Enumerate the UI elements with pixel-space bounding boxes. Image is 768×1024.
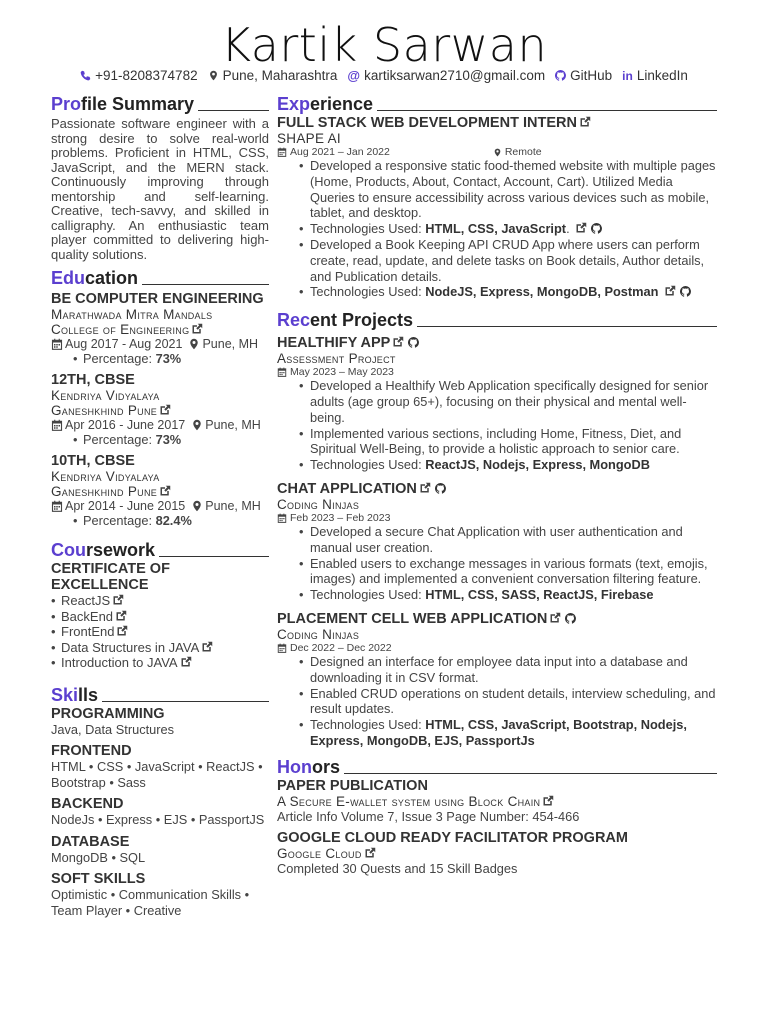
honor-org[interactable]: Google Cloud bbox=[277, 846, 717, 861]
school: Kendriya Vidyalaya bbox=[51, 469, 160, 484]
school-link[interactable]: Ganeshkhind Pune bbox=[51, 484, 269, 499]
section-heading-profile: Pro file Summary bbox=[51, 94, 269, 115]
skill-group bbox=[51, 871, 269, 918]
external-link-icon[interactable] bbox=[159, 404, 171, 416]
degree: BE COMPUTER ENGINEERING bbox=[51, 291, 264, 307]
project-item bbox=[277, 335, 717, 473]
calendar-icon bbox=[277, 367, 287, 377]
list-item: • Developed a responsive static food-themed website with multiple pages (Home, Products, About, Contact, Account, Cart). Utilized Media Queries to ensure accessibility across various devices such as mobile, tablet, and desktop. bbox=[277, 158, 717, 221]
project-meta: Dec 2022 – Dec 2022 bbox=[277, 642, 717, 654]
skill-group-values: NodeJs • Express • EJS • PassportJS bbox=[51, 812, 265, 827]
contact-linkedin[interactable] bbox=[622, 68, 688, 83]
experience-title: FULL STACK WEB DEVELOPMENT INTERN bbox=[277, 115, 717, 131]
github-icon[interactable] bbox=[680, 286, 691, 297]
skill-group-values: Optimistic • Communication Skills • Team Player • Creative bbox=[51, 887, 250, 918]
github-icon[interactable] bbox=[435, 483, 446, 494]
list-item: • Enabled CRUD operations on student details, interview scheduling, and result updates. bbox=[277, 686, 717, 718]
project-title: PLACEMENT CELL WEB APPLICATION bbox=[277, 611, 717, 627]
list-item: • Technologies Used: HTML, CSS, JavaScript. bbox=[277, 221, 717, 237]
skill-group-title: SOFT SKILLS bbox=[51, 871, 146, 887]
coursework-list bbox=[51, 593, 269, 671]
external-link-icon[interactable] bbox=[116, 625, 128, 637]
github-icon[interactable] bbox=[591, 223, 602, 234]
education-item bbox=[51, 453, 269, 528]
skill-group-values: HTML • CSS • JavaScript • ReactJS • Bootstrap • Sass bbox=[51, 759, 263, 790]
external-link-icon[interactable] bbox=[579, 116, 591, 128]
coursework-item[interactable]: • ReactJS bbox=[51, 593, 269, 609]
experience-meta bbox=[277, 146, 717, 158]
external-link-icon[interactable] bbox=[364, 847, 376, 859]
resume-name: Kartik Sarwan bbox=[220, 18, 548, 72]
map-pin-icon bbox=[191, 500, 203, 512]
email-text: kartiksarwan2710@gmail.com bbox=[364, 68, 546, 83]
section-heading-experience: Exp erience bbox=[277, 94, 717, 115]
linkedin-icon: in bbox=[622, 68, 633, 83]
experience-bullets bbox=[277, 158, 717, 300]
location-text: Pune, Maharashtra bbox=[222, 68, 338, 83]
phone-icon bbox=[80, 70, 91, 81]
contact-github[interactable] bbox=[555, 68, 612, 83]
coursework-title: CERTIFICATE OF EXCELLENCE bbox=[51, 561, 170, 593]
map-pin-icon bbox=[208, 70, 219, 81]
list-item: • Designed an interface for employee data input into a database and downloading it in CSV format. bbox=[277, 654, 717, 686]
education-list bbox=[51, 291, 269, 528]
project-org: Coding Ninjas bbox=[277, 626, 360, 642]
project-org: Coding Ninjas bbox=[277, 496, 360, 512]
github-icon bbox=[555, 70, 566, 81]
experience-org: SHAPE AI bbox=[277, 131, 341, 146]
phone-text: +91-8208374782 bbox=[95, 68, 198, 83]
list-item: • Enabled users to exchange messages in various formats (text, emojis, images) and implemented a convenient conversation filtering feature. bbox=[277, 556, 717, 588]
external-link-icon[interactable] bbox=[575, 222, 587, 234]
external-link-icon[interactable] bbox=[664, 285, 676, 297]
skill-group-title: FRONTEND bbox=[51, 743, 132, 759]
degree: 10TH, CBSE bbox=[51, 453, 135, 469]
project-title: CHAT APPLICATION bbox=[277, 481, 717, 497]
education-item bbox=[51, 291, 269, 366]
calendar-icon bbox=[51, 419, 63, 431]
list-item: • Technologies Used: NodeJS, Express, MongoDB, Postman bbox=[277, 284, 717, 300]
project-item bbox=[277, 481, 717, 603]
degree: 12TH, CBSE bbox=[51, 372, 135, 388]
school-link[interactable]: College of Engineering bbox=[51, 322, 269, 337]
education-meta: Apr 2014 - June 2015 Pune, MH bbox=[51, 499, 269, 513]
skill-group bbox=[51, 834, 269, 866]
skill-group-values: MongoDB • SQL bbox=[51, 849, 146, 865]
list-item: • Developed a secure Chat Application with user authentication and manual user creation. bbox=[277, 524, 717, 556]
contact-bar bbox=[0, 68, 768, 83]
honors-list bbox=[277, 778, 717, 877]
experience-mode: Remote bbox=[504, 146, 542, 158]
external-link-icon[interactable] bbox=[191, 323, 203, 335]
external-link-icon[interactable] bbox=[180, 656, 192, 668]
github-icon[interactable] bbox=[565, 613, 576, 624]
skill-group bbox=[51, 743, 269, 790]
external-link-icon[interactable] bbox=[159, 485, 171, 497]
school: Kendriya Vidyalaya bbox=[51, 388, 160, 403]
at-icon: @ bbox=[347, 68, 361, 83]
github-icon[interactable] bbox=[408, 337, 419, 348]
right-column bbox=[277, 94, 717, 877]
project-org: Assessment Project bbox=[277, 351, 396, 367]
list-item: • Implemented various sections, including Home, Fitness, Diet, and Spiritual Well-Being, to provide a holistic approach to senior care. bbox=[277, 426, 717, 458]
coursework-item[interactable]: • BackEnd bbox=[51, 609, 269, 625]
list-item: • Technologies Used: HTML, CSS, SASS, ReactJS, Firebase bbox=[277, 587, 717, 603]
list-item: • Technologies Used: ReactJS, Nodejs, Express, MongoDB bbox=[277, 457, 717, 473]
linkedin-link: LinkedIn bbox=[636, 68, 688, 83]
contact-phone[interactable] bbox=[80, 68, 197, 83]
contact-location bbox=[208, 68, 338, 83]
external-link-icon[interactable] bbox=[549, 612, 561, 624]
external-link-icon[interactable] bbox=[419, 482, 431, 494]
coursework-item[interactable]: • Introduction to JAVA bbox=[51, 655, 269, 671]
contact-email[interactable] bbox=[347, 68, 545, 83]
honor-title: PAPER PUBLICATION bbox=[277, 777, 428, 794]
percentage: • Percentage: 82.4% bbox=[51, 513, 269, 528]
honor-org[interactable]: A Secure E-wallet system using Block Chain bbox=[277, 794, 717, 809]
percentage: • Percentage: 73% bbox=[51, 351, 269, 366]
school: Marathwada Mitra Mandals bbox=[51, 307, 213, 322]
map-pin-icon bbox=[493, 148, 502, 157]
section-heading-coursework: Cou rsework bbox=[51, 540, 269, 561]
honor-detail: Article Info Volume 7, Issue 3 Page Number: 454-466 bbox=[277, 808, 580, 824]
project-meta: May 2023 – May 2023 bbox=[277, 366, 717, 378]
map-pin-icon bbox=[188, 338, 200, 350]
calendar-icon bbox=[277, 147, 287, 157]
list-item: • Developed a Healthify Web Application specifically designed for senior adults (age group 65+), focusing on their physical and mental well-being. bbox=[277, 378, 717, 425]
list-item: • Developed a Book Keeping API CRUD App where users can perform create, read, update, and delete tasks on Book details, Author details, and Publication details. bbox=[277, 237, 717, 284]
section-heading-skills: Ski lls bbox=[51, 685, 269, 706]
coursework-item[interactable]: • FrontEnd bbox=[51, 624, 269, 640]
honor-item bbox=[277, 830, 717, 877]
skill-group-title: PROGRAMMING bbox=[51, 705, 165, 722]
list-item: • Technologies Used: HTML, CSS, JavaScript, Bootstrap, Nodejs, Express, MongoDB, EJS, PassportJs bbox=[277, 717, 717, 749]
calendar-icon bbox=[51, 500, 63, 512]
coursework-item[interactable]: • Data Structures in JAVA bbox=[51, 640, 269, 656]
left-column bbox=[51, 94, 269, 918]
profile-summary: Passionate software engineer with a strong desire to solve real-world problems. Proficient in HTML, CSS, JavaScript, and the MERN stack. Continuously improving through mentorship and self-learning. Creative, tech-savvy, and skilled in calligraphy. An enthusiastic team player committed to delivering high-quality solutions. bbox=[51, 116, 269, 262]
education-meta: Aug 2017 - Aug 2021 Pune, MH bbox=[51, 337, 269, 351]
project-bullets bbox=[277, 654, 717, 749]
project-item bbox=[277, 611, 717, 749]
project-bullets bbox=[277, 524, 717, 603]
skill-group bbox=[51, 796, 269, 828]
experience-dates: Aug 2021 – Jan 2022 bbox=[290, 146, 390, 158]
external-link-icon[interactable] bbox=[542, 795, 554, 807]
project-title: HEALTHIFY APP bbox=[277, 335, 717, 351]
external-link-icon[interactable] bbox=[112, 594, 124, 606]
external-link-icon[interactable] bbox=[115, 610, 127, 622]
project-meta: Feb 2023 – Feb 2023 bbox=[277, 512, 717, 524]
school-link[interactable]: Ganeshkhind Pune bbox=[51, 403, 269, 418]
honor-title: GOOGLE CLOUD READY FACILITATOR PROGRAM bbox=[277, 830, 628, 847]
skill-group-title: DATABASE bbox=[51, 833, 130, 850]
honor-detail: Completed 30 Quests and 15 Skill Badges bbox=[277, 861, 518, 877]
honor-item bbox=[277, 778, 717, 825]
projects-list bbox=[277, 335, 717, 749]
skill-group bbox=[51, 706, 269, 738]
section-heading-education: Edu cation bbox=[51, 268, 269, 289]
section-heading-honors: Hon ors bbox=[277, 757, 717, 778]
education-meta: Apr 2016 - June 2017 Pune, MH bbox=[51, 418, 269, 432]
map-pin-icon bbox=[191, 419, 203, 431]
education-item bbox=[51, 372, 269, 447]
calendar-icon bbox=[51, 338, 63, 350]
github-link: GitHub bbox=[570, 68, 613, 83]
skill-group-title: BACKEND bbox=[51, 796, 124, 812]
percentage: • Percentage: 73% bbox=[51, 432, 269, 447]
skill-group-values: Java, Data Structures bbox=[51, 721, 175, 737]
project-bullets bbox=[277, 378, 717, 473]
section-heading-projects: Rec ent Projects bbox=[277, 310, 717, 331]
skills-list bbox=[51, 706, 269, 919]
external-link-icon[interactable] bbox=[201, 641, 213, 653]
external-link-icon[interactable] bbox=[392, 336, 404, 348]
calendar-icon bbox=[277, 513, 287, 523]
calendar-icon bbox=[277, 643, 287, 653]
